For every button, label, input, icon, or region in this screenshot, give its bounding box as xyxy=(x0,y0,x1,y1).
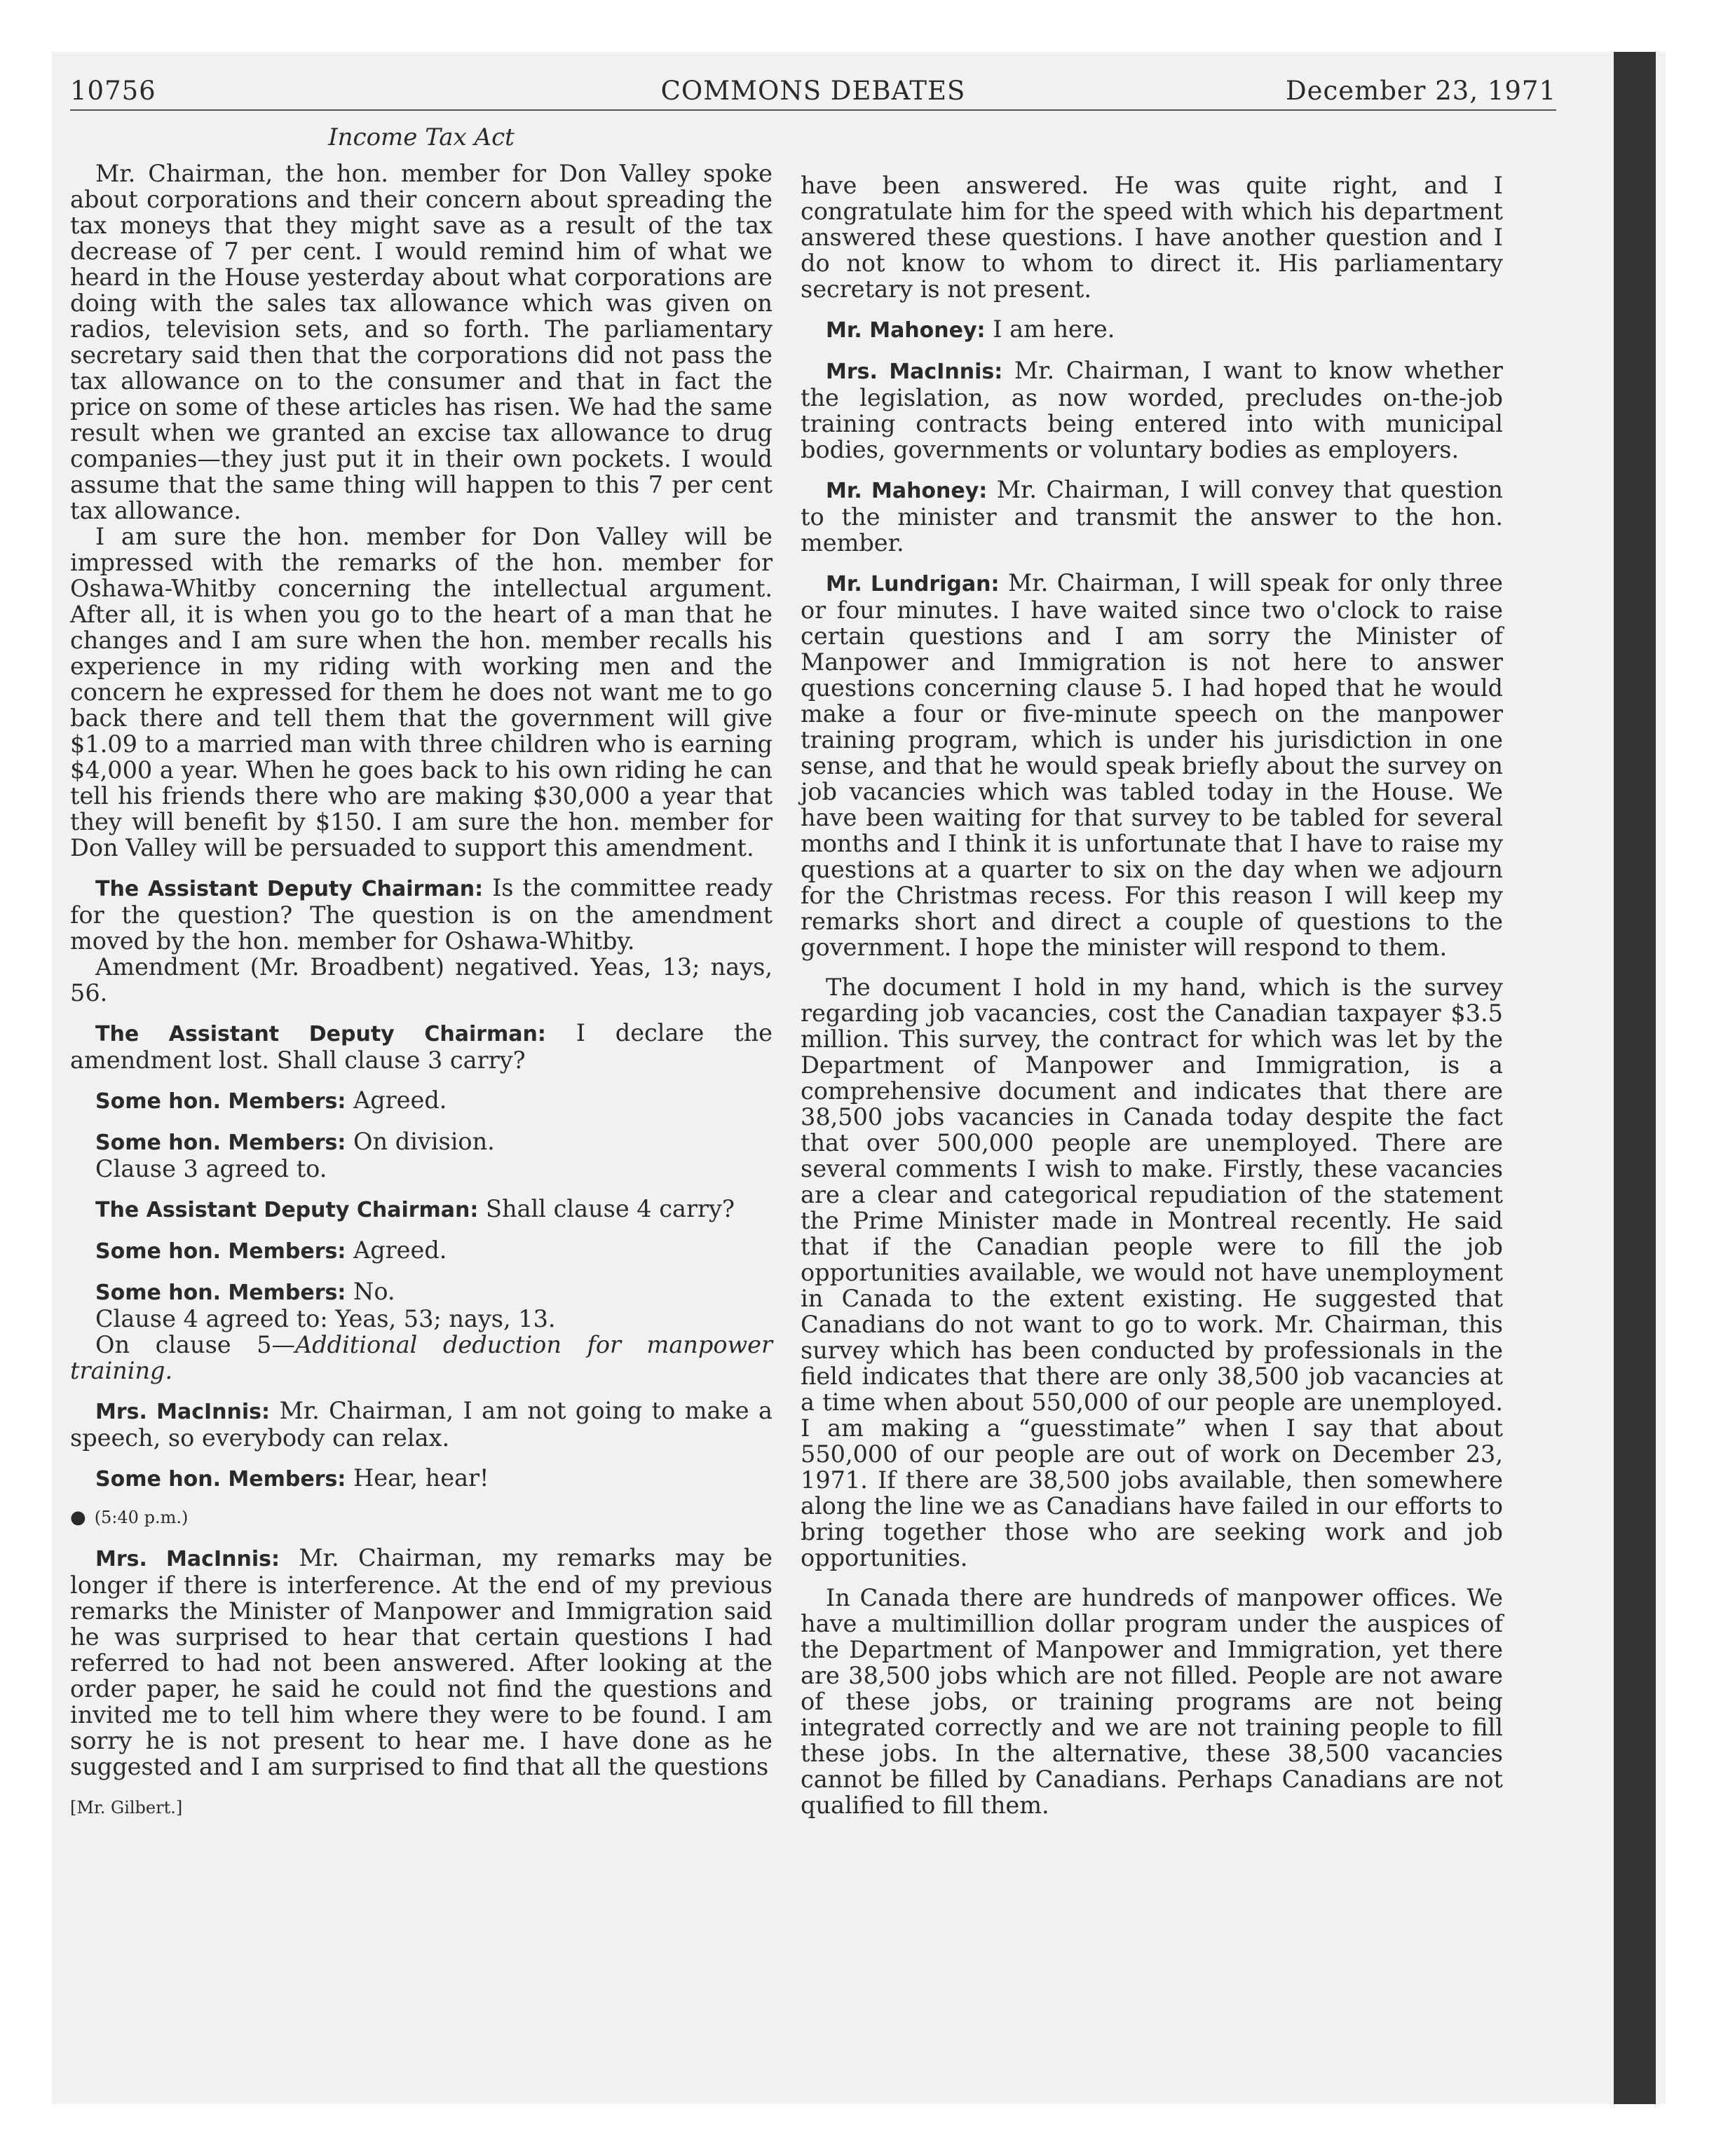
right-column xyxy=(801,172,1503,1818)
page-header xyxy=(70,76,1556,111)
paragraph: The document I hold in my hand, which is the survey regarding job vacancies, cost the Canadian taxpayer $3.5 million. This survey, the contract for which was let by the Department of Manpower and Immigration, is a comprehensive document and indicates that there are 38,500 jobs vacancies in Canada today despite the fact that over 500,000 people are unemployed. There are several comments I wish to make. Firstly, these vacancies are a clear and categorical repudiation of the statement the Prime Minister made in Montreal recently. He said that if the Canadian people were to fill the job opportunities available, we would not have unemployment in Canada to the extent existing. He suggested that Canadians do not want to go to work. Mr. Chairman, this survey which has been conducted by professionals in the field indicates that there are only 38,500 job vacancies at a time when about 550,000 of our people are unemployed. I am making a “guesstimate” when I say that about 550,000 of our people are out of work on December 23, 1971. If there are 38,500 jobs available, then somewhere along the line we as Canadians have failed in our efforts to bring together those who are seeking work and job opportunities. xyxy=(801,974,1503,1571)
speech xyxy=(70,1237,773,1264)
time-stamp xyxy=(70,1505,773,1531)
speech-text: Agreed. xyxy=(353,1086,447,1114)
speech xyxy=(70,1020,773,1073)
speech xyxy=(70,1398,773,1451)
speech xyxy=(70,1087,773,1114)
speech-text: Mr. Chairman, my remarks may be longer if there is interference. At the end of my previous remarks the Minister of Manpower and Immigration said he was surprised to hear that certain questions I had referred to had not been answered. After looking at the order paper, he said he could not find the questions and invited me to tell him where they were to be found. I am sorry he is not present to hear me. I have done as he suggested and I am surprised to find that all the questions xyxy=(70,1544,773,1780)
speech xyxy=(70,1545,773,1780)
paragraph: Clause 3 agreed to. xyxy=(95,1155,327,1182)
page-number: 10756 xyxy=(70,76,156,106)
paragraph: have been answered. He was quite right, and I congratulate him for the speed with which his department answered these questions. I have another question and I do not know to whom to direct it. His parliamentary secretary is not present. xyxy=(801,172,1503,303)
speech xyxy=(801,570,1503,960)
binding-edge xyxy=(1614,52,1656,2104)
bullet-icon: ● xyxy=(70,1507,86,1528)
speech-text: I am here. xyxy=(993,315,1115,343)
publication-title: COMMONS DEBATES xyxy=(660,76,966,106)
speech xyxy=(70,1196,773,1223)
speech xyxy=(801,316,1503,343)
speech xyxy=(70,1278,773,1306)
speech xyxy=(70,1128,773,1156)
left-column xyxy=(70,125,773,1821)
speaker: Mr. Mahoney: xyxy=(826,479,988,503)
speech-text: Mr. Chairman, I am not going to make a speech, so everybody can relax. xyxy=(70,1397,773,1452)
speech-text: Hear, hear! xyxy=(353,1464,489,1492)
speech-text: Mr. Chairman, I want to know whether the legislation, as now worded, precludes on-the-job training contracts being entered into with municipal bodies, governments or voluntary bodies as employers. xyxy=(801,357,1503,463)
speaker: Some hon. Members: xyxy=(95,1089,346,1114)
speech-text: Is the committee ready for the question? The question is on the amendment moved by the hon. member for Oshawa-Whitby. xyxy=(70,874,773,955)
speaker: The Assistant Deputy Chairman: xyxy=(95,877,484,901)
running-title: Income Tax Act xyxy=(328,123,515,151)
speaker: The Assistant Deputy Chairman: xyxy=(95,1198,479,1222)
speech xyxy=(70,875,773,954)
speaker: Mrs. MacInnis: xyxy=(826,360,1003,384)
speaker: Some hon. Members: xyxy=(95,1131,346,1155)
speech xyxy=(70,1465,773,1492)
speech-text: Mr. Chairman, I will speak for only three or four minutes. I have waited since two o'clock to raise certain questions and I am sorry the Minister of Manpower and Immigration is not here to answer questions concerning clause 5. I had hoped that he would make a four or five-minute speech on the manpower training program, which is under his jurisdiction in one sense, and that he would speak briefly about the survey on job vacancies which was tabled today in the House. We have been waiting for that survey to be tabled for several months and I think it is unfortunate that I have to raise my questions at a quarter to six on the day when we adjourn for the Christmas recess. For this reason I will keep my remarks short and direct a couple of questions to the government. I hope the minister will respond to them. xyxy=(801,569,1503,961)
clause-heading xyxy=(70,1332,773,1384)
speech xyxy=(801,477,1503,556)
speech-text: No. xyxy=(353,1278,395,1305)
clause-title: Additional deduction for manpower training. xyxy=(70,1331,773,1384)
footer-note: [Mr. Gilbert.] xyxy=(70,1798,183,1817)
paragraph: Mr. Chairman, the hon. member for Don Valley spoke about corporations and their concern about spreading the tax moneys that they might save as a result of the tax decrease of 7 per cent. I would remind him of what we heard in the House yesterday about what corporations are doing with the sales tax allowance which was given on radios, television sets, and so forth. The parliamentary secretary said then that the corporations did not pass the tax allowance on to the consumer and that in fact the price on some of these articles has risen. We had the same result when we granted an excise tax allowance to drug companies—they just put it in their own pockets. I would assume that the same thing will happen to this 7 per cent tax allowance. xyxy=(70,160,773,524)
paragraph: Amendment (Mr. Broadbent) negatived. Yeas, 13; nays, 56. xyxy=(70,953,773,1007)
paragraph: In Canada there are hundreds of manpower offices. We have a multimillion dollar program under the auspices of the Department of Manpower and Immigration, yet there are 38,500 jobs which are not filled. People are not aware of these jobs, or training programs are not being integrated correctly and we are not training people to fill these jobs. In the alternative, these 38,500 vacancies cannot be filled by Canadians. Perhaps Canadians are not qualified to fill them. xyxy=(801,1584,1503,1819)
time-text: (5:40 p.m.) xyxy=(94,1508,189,1527)
speech-text: I declare the amendment lost. Shall clause 3 carry? xyxy=(70,1019,773,1074)
speaker: Some hon. Members: xyxy=(95,1239,346,1264)
speaker: Mrs. MacInnis: xyxy=(95,1400,271,1424)
header-date: December 23, 1971 xyxy=(1285,76,1556,106)
speech-text: Mr. Chairman, I will convey that question to the minister and transmit the answer to the hon. member. xyxy=(801,476,1503,557)
speaker: Some hon. Members: xyxy=(95,1281,346,1305)
speaker: Mr. Lundrigan: xyxy=(826,572,1000,596)
speech-text: Shall clause 4 carry? xyxy=(486,1195,735,1222)
speech-text: Agreed. xyxy=(353,1236,447,1264)
clause-lead: On clause 5— xyxy=(95,1331,295,1358)
speaker: Mr. Mahoney: xyxy=(826,318,986,343)
paragraph: I am sure the hon. member for Don Valley will be impressed with the remarks of the hon. member for Oshawa-Whitby concerning the intellectual argument. After all, it is when you go to the heart of a man that he changes and I am sure when the hon. member recalls his experience in my riding with working men and the concern he expressed for them he does not want me to go back there and tell them that the government will give $1.09 to a married man with three children who is earning $4,000 a year. When he goes back to his own riding he can tell his friends there who are making $30,000 a year that they will benefit by $150. I am sure the hon. member for Don Valley will be persuaded to support this amendment. xyxy=(70,523,773,861)
speech xyxy=(801,357,1503,463)
paragraph: Clause 4 agreed to: Yeas, 53; nays, 13. xyxy=(95,1305,556,1332)
speaker: The Assistant Deputy Chairman: xyxy=(95,1022,546,1046)
speech-text: On division. xyxy=(353,1128,495,1155)
speaker: Some hon. Members: xyxy=(95,1467,346,1492)
speaker: Mrs. MacInnis: xyxy=(95,1547,280,1571)
